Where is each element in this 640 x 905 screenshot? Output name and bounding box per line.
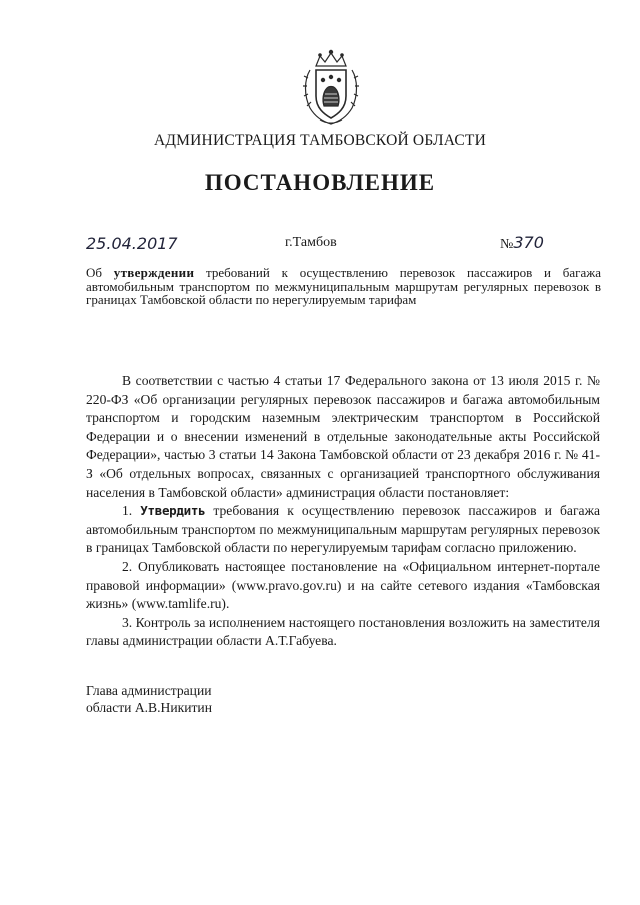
organization-name: АДМИНИСТРАЦИЯ ТАМБОВСКОЙ ОБЛАСТИ (154, 132, 486, 149)
item-1-text: требования к осуществлению перевозок пассажиров и багажа автомобильным транспортом по межмуниципальным маршрутам регулярных перевозок в границах Тамбовской области по нерегулируемым тарифам согласно приложению. (86, 503, 601, 556)
subject-stamp: утверждении (113, 265, 195, 280)
item-3-paragraph: 3. Контроль за исполнением настоящего постановления возложить на заместителя главы администрации области А.Т.Габуева. (86, 614, 600, 649)
subject-prefix: Об (86, 265, 114, 280)
item-1-paragraph (86, 502, 600, 558)
document-number (500, 233, 544, 253)
number-value: 370 (513, 233, 544, 252)
document-subject (86, 266, 601, 307)
signature-block (86, 682, 212, 716)
signature-name: области А.В.Никитин (86, 700, 212, 715)
signature-title: Глава администрации (86, 683, 212, 698)
coat-of-arms-emblem (302, 48, 360, 126)
preamble-paragraph: В соответствии с частью 4 статьи 17 Федерального закона от 13 июля 2015 г. № 220-ФЗ «Об организации регулярных перевозок пассажиров и багажа автомобильным транспортом и городским наземным электрическим транспортом в Российской Федерации и о внесении изменений в отдельные законодательные акты Российской Федерации», частью 3 статьи 14 Закона Тамбовской области от 23 декабря 2016 г. № 41-З «Об отдельных вопросах, связанных с организацией транспортного обслуживания населения в Тамбовской области» администрация области постановляет: (86, 373, 600, 500)
document-type-title: ПОСТАНОВЛЕНИЕ (204, 170, 436, 195)
document-date: 25.04.2017 (86, 234, 178, 253)
subject-rest: требований к осуществлению перевозок пассажиров и багажа автомобильным транспортом по межмуниципальным маршрутам регулярных перевозок в границах Тамбовской области по нерегулируемым тарифам (86, 265, 601, 307)
item-2-paragraph: 2. Опубликовать настоящее постановление на «Официальном интернет-портале правовой информации» (www.pravo.gov.ru) и на сайте сетевого издания «Тамбовская жизнь» (www.tamlife.ru). (86, 558, 600, 612)
item-1-stamp: Утвердить (140, 503, 206, 519)
document-city: г.Тамбов (285, 235, 337, 250)
document-body (86, 372, 600, 651)
item-1-number: 1. (122, 503, 141, 519)
number-prefix: № (500, 237, 514, 252)
